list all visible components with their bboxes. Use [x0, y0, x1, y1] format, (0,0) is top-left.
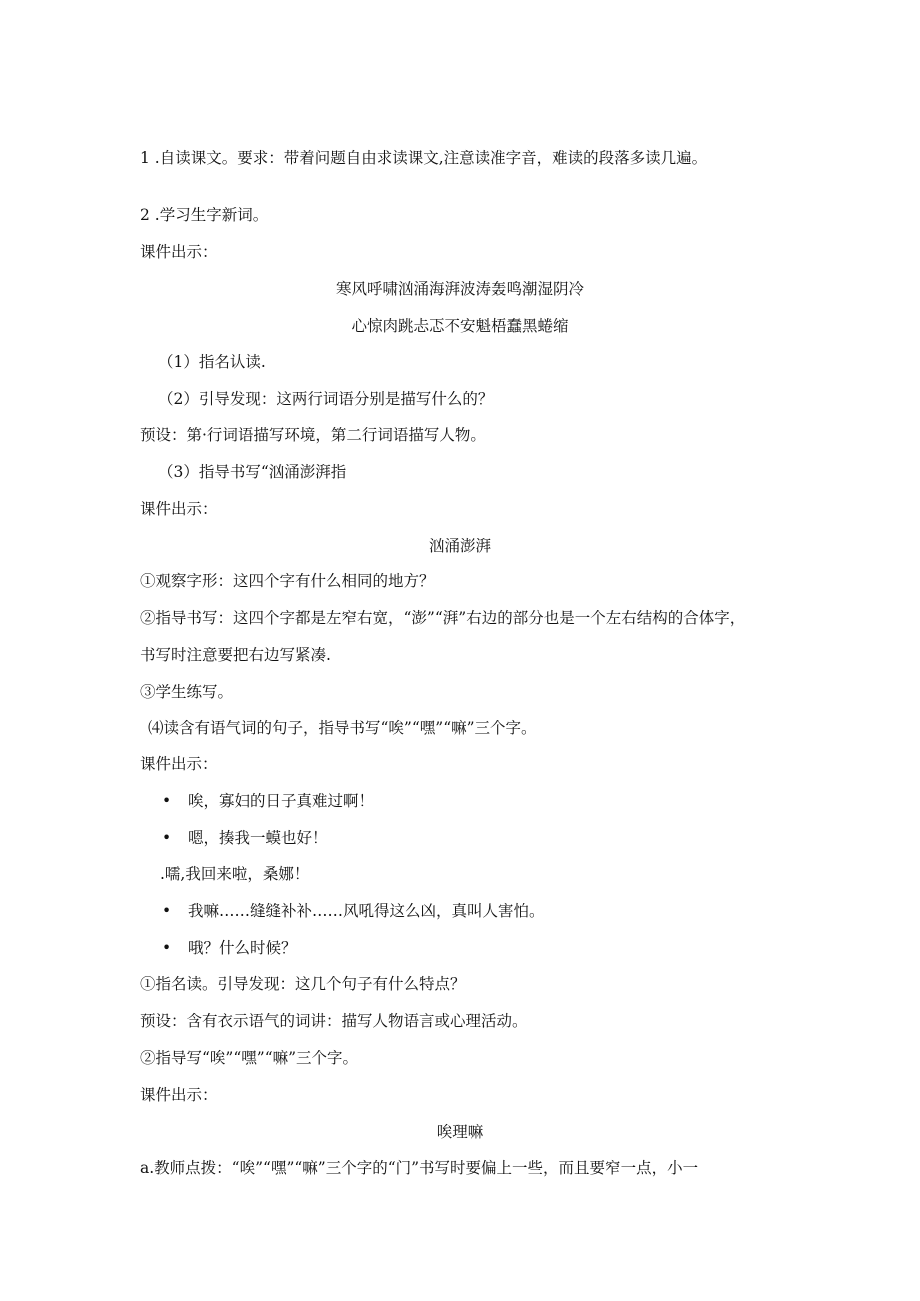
bullet-icon: •	[162, 902, 172, 920]
circle-item-writing: ②指导写“唉”“嘿”“嘛”三个字。	[140, 1049, 359, 1067]
teacher-guidance: a.教师点拨：“唉”“嘿”“嘛”三个字的“门”书写时要偏上一些，而且要窄一点，小一	[140, 1159, 699, 1177]
sub-step-2: （2）引导发现：这两行词语分别是描写什么的？	[158, 390, 494, 408]
step-2-new-words: 2 .学习生字新词。	[140, 206, 269, 224]
word-row-people: 心惊肉跳忐忑不安魁梧蠢黑蜷缩	[351, 317, 569, 335]
sentence-text: 唉，寡妇的日子真难过啊！	[188, 792, 375, 810]
characters-display-1: 汹涌澎湃	[428, 537, 491, 555]
step-1-self-reading: 1 .自读课文。要求：带着问题自由求读课文,注意读准字音，难读的段落多读几遍。	[140, 149, 708, 167]
sentence-text: 我嘛……缝缝补补……风吼得这么凶，真叫人害怕。	[188, 902, 545, 920]
bullet-icon: •	[162, 829, 172, 847]
courseware-label: 课件出示：	[140, 1086, 218, 1104]
bullet-sentence-2	[162, 828, 328, 848]
circle-item-3: ③学生练写。	[140, 683, 234, 701]
sentence-3: .嚅,我回来啦，桑娜！	[160, 865, 310, 883]
bullet-sentence-4	[162, 901, 545, 921]
characters-display-2: 唉理嘛	[436, 1123, 484, 1141]
circle-item-reading: ①指名读。引导发现：这几个句子有什么特点？	[140, 975, 466, 993]
courseware-label: 课件出示：	[140, 500, 218, 518]
bullet-icon: •	[162, 792, 172, 810]
preset-answer-1: 预设：第·行词语描写环境，第二行词语描写人物。	[140, 426, 486, 444]
preset-answer-2: 预设：含有衣示语气的词讲：描写人物语言或心理活动。	[140, 1012, 528, 1030]
courseware-label: 课件出示：	[140, 243, 218, 261]
circle-item-2: ②指导书写：这四个字都是左窄右宽，“澎”“湃”右边的部分也是一个左右结构的合体字，	[140, 609, 746, 627]
bullet-sentence-1	[162, 791, 374, 811]
circle-item-1: ①观察字形：这四个字有什么相同的地方？	[140, 572, 435, 590]
word-row-environment: 寒风呼啸汹涌海湃波涛轰鸣潮湿阴冷	[335, 280, 584, 298]
sub-step-4: ⑷读含有语气词的句子，指导书写“唉”“嘿”“嘛”三个字。	[148, 719, 537, 737]
sub-step-3: （3）指导书写“汹涌澎湃指	[158, 463, 347, 481]
bullet-icon: •	[162, 939, 172, 957]
circle-item-2-continued: 书写时注意要把右边写紧凑.	[140, 646, 331, 664]
courseware-label: 课件出示：	[140, 755, 218, 773]
sub-step-1: （1）指名认读.	[158, 353, 266, 371]
sentence-text: 嗯，揍我一蟆也好！	[188, 829, 328, 847]
sentence-text: 哦？什么时候？	[188, 939, 297, 957]
bullet-sentence-5	[162, 938, 297, 958]
